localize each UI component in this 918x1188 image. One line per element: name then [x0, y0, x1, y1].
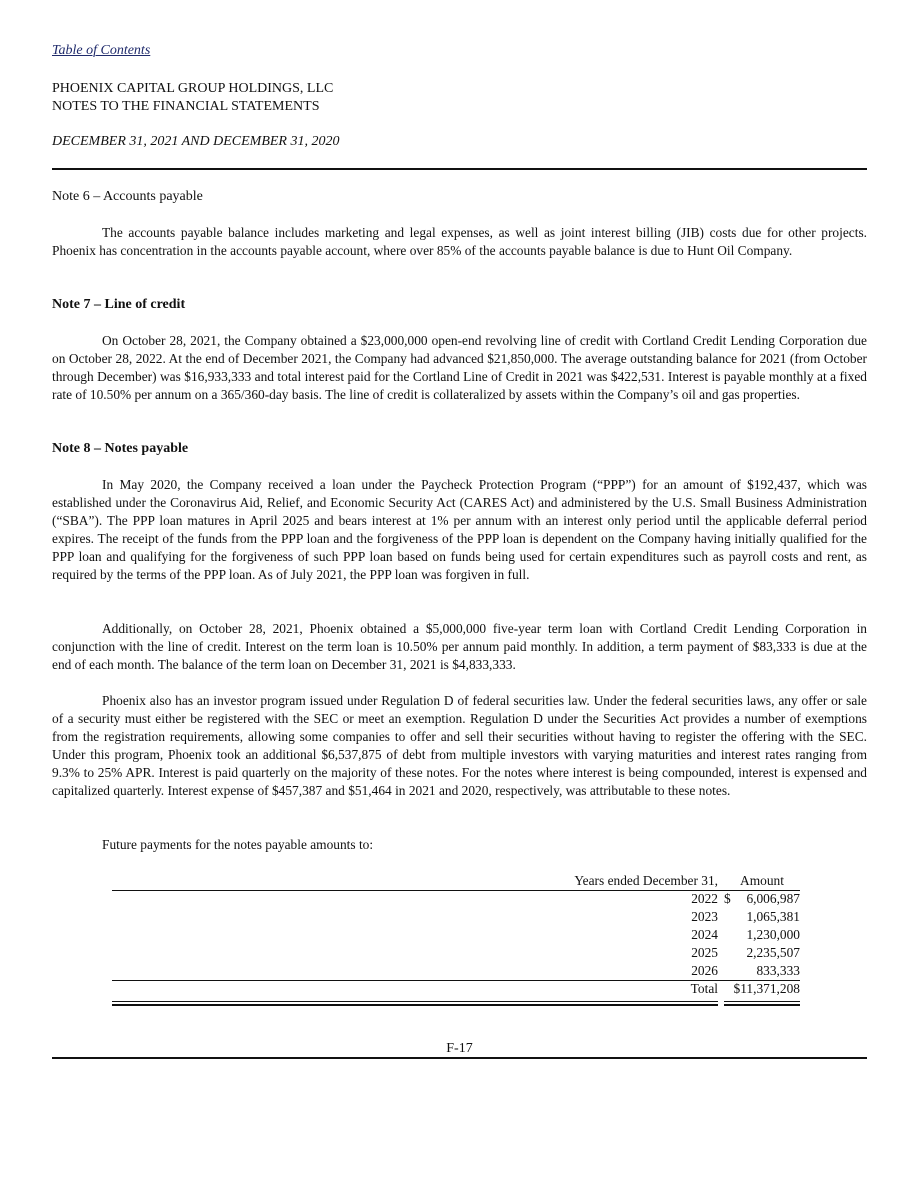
row-year: 2024: [691, 927, 718, 942]
table-total-row: [112, 980, 800, 998]
total-label: Total: [690, 981, 718, 996]
row-year: 2022: [691, 891, 718, 906]
row-year: 2025: [691, 945, 718, 960]
note-7-heading: Note 7 – Line of credit: [52, 297, 186, 312]
double-rule-left-top: [112, 1001, 718, 1002]
dollar-sign: $: [724, 891, 731, 906]
note-6-heading: Note 6 – Accounts payable: [52, 189, 203, 204]
row-year: 2023: [691, 909, 718, 924]
note-6-paragraph: The accounts payable balance includes marketing and legal expenses, as well as joint interest billing (JIB) costs due for other projects. Phoenix has concentration in the accounts payable account, where over 85% of the accounts payable balance is due to Hunt Oil Company.: [52, 225, 867, 258]
row-year: 2026: [691, 963, 718, 978]
document-subtitle: NOTES TO THE FINANCIAL STATEMENTS: [52, 99, 320, 114]
note-7-paragraph: On October 28, 2021, the Company obtained a $23,000,000 open-end revolving line of credit with Cortland Credit Lending Corporation due on October 28, 2022. At the end of December 2021, the Company had advanced $21,850,000. The average outstanding balance for 2021 (from October through December) was $16,933,333 and total interest paid for the Cortland Line of Credit in 2021 was $422,531. Interest is payable monthly at a fixed rate of 10.50% per annum on a 365/360-day basis. The line of credit is collateralized by assets within the Company’s oil and gas properties.: [52, 333, 867, 402]
row-amount: 1,230,000: [746, 927, 800, 942]
footer-divider: [52, 1057, 867, 1059]
table-row: [112, 944, 800, 962]
table-row: [112, 890, 800, 908]
double-rule-right-bottom: [724, 1004, 800, 1006]
double-rule-right-top: [724, 1001, 800, 1002]
note-8-paragraph-regulation-d: Phoenix also has an investor program issued under Regulation D of federal securities law. Under the federal securities laws, any offer or sale of a security must either be registered with the SEC or meet an exemption. Regulation D under the Securities Act provides a number of exemptions from the registration requirements, allowing some companies to offer and sell their securities without having to register the offering with the SEC. Under this program, Phoenix took an additional $6,537,875 of debt from multiple investors with varying maturities and interest rates ranging from 9.3% to 25% APR. Interest is paid quarterly on the majority of these notes. For the notes where interest is being compounded, interest is expensed and capitalized quarterly. Interest expense of $457,387 and $51,464 in 2021 and 2020, respectively, was attributable to these notes.: [52, 693, 867, 798]
note-8-heading: Note 8 – Notes payable: [52, 441, 189, 456]
company-name: PHOENIX CAPITAL GROUP HOLDINGS, LLC: [52, 81, 334, 96]
header-amount: Amount: [740, 873, 784, 888]
table-of-contents-link[interactable]: Table of Contents: [52, 43, 151, 58]
future-payments-table: [112, 872, 800, 998]
row-amount: 1,065,381: [746, 909, 800, 924]
period-dates: DECEMBER 31, 2021 AND DECEMBER 31, 2020: [52, 134, 340, 149]
double-rule-left-bottom: [112, 1004, 718, 1006]
note-8-paragraph-ppp: In May 2020, the Company received a loan under the Paycheck Protection Program (“PPP”) for an amount of $192,437, which was established under the Coronavirus Aid, Relief, and Economic Security Act (CARES Act) and administered by the U.S. Small Business Administration (“SBA”). The PPP loan matures in April 2025 and bears interest at 1% per annum with an interest only period until the applicable deferral period expires. The receipt of the funds from the PPP loan and the forgiveness of the PPP loan is dependent on the Company having initially qualified for the PPP loan and qualifying for the forgiveness of such PPP loan based on funds being used for certain expenditures such as payroll costs and rent, as required by the terms of the PPP loan. As of July 2021, the PPP loan was forgiven in full.: [52, 477, 867, 582]
row-amount: 833,333: [756, 963, 800, 978]
row-amount: 2,235,507: [746, 945, 800, 960]
page-number: F-17: [446, 1041, 473, 1056]
header-years-ended: Years ended December 31,: [574, 873, 718, 888]
table-row: [112, 962, 800, 980]
header-divider: [52, 168, 867, 170]
row-amount: 6,006,987: [746, 891, 800, 906]
note-8-paragraph-future-payments: Future payments for the notes payable amounts to:: [102, 837, 374, 852]
total-amount: $11,371,208: [733, 981, 800, 996]
document-header: [52, 80, 333, 116]
table-header-row: [112, 872, 800, 890]
table-row: [112, 926, 800, 944]
note-8-paragraph-term-loan: Additionally, on October 28, 2021, Phoenix obtained a $5,000,000 five-year term loan with Cortland Credit Lending Corporation in conjunction with the line of credit. Interest on the term loan is 10.50% per annum paid monthly. In addition, a term payment of $83,333 is due at the end of each month. The balance of the term loan on December 31, 2021 is $4,833,333.: [52, 621, 867, 672]
table-row: [112, 908, 800, 926]
